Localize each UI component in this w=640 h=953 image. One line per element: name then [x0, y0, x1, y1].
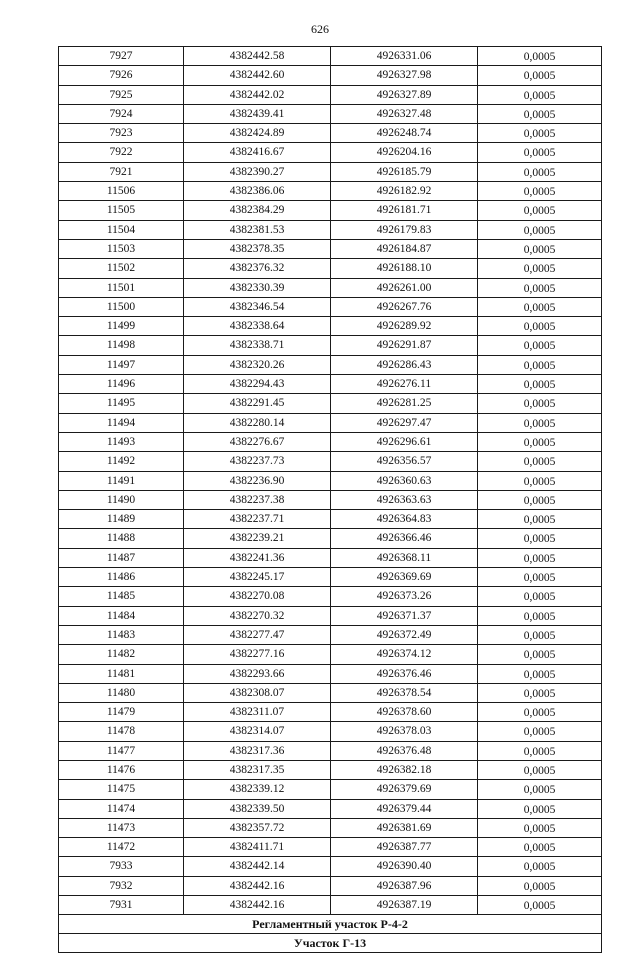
- table-row: [59, 162, 602, 181]
- x-coordinate-cell: 4382411.71: [184, 838, 331, 857]
- precision-cell: 0,0005: [478, 529, 602, 548]
- precision-cell: 0,0005: [478, 162, 602, 181]
- precision-cell: 0,0005: [478, 606, 602, 625]
- table-row: [59, 394, 602, 413]
- point-number-cell: 7923: [59, 124, 184, 143]
- point-number-cell: 11477: [59, 741, 184, 760]
- table-row: [59, 413, 602, 432]
- point-number-cell: 11481: [59, 664, 184, 683]
- y-coordinate-cell: 4926376.46: [331, 664, 478, 683]
- table-row: [59, 490, 602, 509]
- y-coordinate-cell: 4926368.11: [331, 548, 478, 567]
- table-row: [59, 568, 602, 587]
- x-coordinate-cell: 4382311.07: [184, 703, 331, 722]
- point-number-cell: 7926: [59, 66, 184, 85]
- y-coordinate-cell: 4926372.49: [331, 625, 478, 644]
- y-coordinate-cell: 4926376.48: [331, 741, 478, 760]
- y-coordinate-cell: 4926297.47: [331, 413, 478, 432]
- coordinates-table: [58, 46, 602, 953]
- point-number-cell: 11487: [59, 548, 184, 567]
- table-row: [59, 625, 602, 644]
- y-coordinate-cell: 4926378.60: [331, 703, 478, 722]
- precision-cell: 0,0005: [478, 645, 602, 664]
- table-row: [59, 510, 602, 529]
- x-coordinate-cell: 4382424.89: [184, 124, 331, 143]
- point-number-cell: 11482: [59, 645, 184, 664]
- x-coordinate-cell: 4382357.72: [184, 818, 331, 837]
- point-number-cell: 7933: [59, 857, 184, 876]
- y-coordinate-cell: 4926327.48: [331, 104, 478, 123]
- section-title: Регламентный участок Р-4-2: [59, 915, 602, 934]
- precision-cell: 0,0005: [478, 896, 602, 915]
- precision-cell: 0,0005: [478, 182, 602, 201]
- y-coordinate-cell: 4926179.83: [331, 220, 478, 239]
- point-number-cell: 11490: [59, 490, 184, 509]
- point-number-cell: 11475: [59, 780, 184, 799]
- precision-cell: 0,0005: [478, 818, 602, 837]
- table-row: [59, 587, 602, 606]
- y-coordinate-cell: 4926373.26: [331, 587, 478, 606]
- table-row: [59, 703, 602, 722]
- x-coordinate-cell: 4382270.32: [184, 606, 331, 625]
- point-number-cell: 11484: [59, 606, 184, 625]
- precision-cell: 0,0005: [478, 568, 602, 587]
- x-coordinate-cell: 4382416.67: [184, 143, 331, 162]
- x-coordinate-cell: 4382442.14: [184, 857, 331, 876]
- x-coordinate-cell: 4382384.29: [184, 201, 331, 220]
- x-coordinate-cell: 4382381.53: [184, 220, 331, 239]
- table-row: [59, 297, 602, 316]
- table-row: [59, 182, 602, 201]
- x-coordinate-cell: 4382320.26: [184, 355, 331, 374]
- section-headings: [59, 915, 602, 953]
- x-coordinate-cell: 4382293.66: [184, 664, 331, 683]
- precision-cell: 0,0005: [478, 104, 602, 123]
- table-row: [59, 876, 602, 895]
- precision-cell: 0,0005: [478, 703, 602, 722]
- table-row: [59, 201, 602, 220]
- x-coordinate-cell: 4382442.58: [184, 47, 331, 66]
- table-row: [59, 375, 602, 394]
- precision-cell: 0,0005: [478, 799, 602, 818]
- x-coordinate-cell: 4382237.38: [184, 490, 331, 509]
- point-number-cell: 11499: [59, 317, 184, 336]
- y-coordinate-cell: 4926188.10: [331, 259, 478, 278]
- x-coordinate-cell: 4382442.60: [184, 66, 331, 85]
- section-row: [59, 915, 602, 934]
- y-coordinate-cell: 4926390.40: [331, 857, 478, 876]
- y-coordinate-cell: 4926371.37: [331, 606, 478, 625]
- point-number-cell: 11489: [59, 510, 184, 529]
- precision-cell: 0,0005: [478, 124, 602, 143]
- table-row: [59, 124, 602, 143]
- y-coordinate-cell: 4926379.69: [331, 780, 478, 799]
- table-row: [59, 780, 602, 799]
- y-coordinate-cell: 4926379.44: [331, 799, 478, 818]
- point-number-cell: 11473: [59, 818, 184, 837]
- point-number-cell: 11497: [59, 355, 184, 374]
- x-coordinate-cell: 4382245.17: [184, 568, 331, 587]
- point-number-cell: 11501: [59, 278, 184, 297]
- y-coordinate-cell: 4926356.57: [331, 452, 478, 471]
- y-coordinate-cell: 4926291.87: [331, 336, 478, 355]
- table-row: [59, 606, 602, 625]
- table-row: [59, 66, 602, 85]
- table-row: [59, 239, 602, 258]
- table-row: [59, 799, 602, 818]
- point-number-cell: 7925: [59, 85, 184, 104]
- point-number-cell: 11500: [59, 297, 184, 316]
- point-number-cell: 11496: [59, 375, 184, 394]
- y-coordinate-cell: 4926248.74: [331, 124, 478, 143]
- precision-cell: 0,0005: [478, 317, 602, 336]
- point-number-cell: 7921: [59, 162, 184, 181]
- table-row: [59, 85, 602, 104]
- precision-cell: 0,0005: [478, 490, 602, 509]
- y-coordinate-cell: 4926281.25: [331, 394, 478, 413]
- table-row: [59, 760, 602, 779]
- table-row: [59, 317, 602, 336]
- precision-cell: 0,0005: [478, 876, 602, 895]
- precision-cell: 0,0005: [478, 625, 602, 644]
- x-coordinate-cell: 4382237.71: [184, 510, 331, 529]
- y-coordinate-cell: 4926378.03: [331, 722, 478, 741]
- y-coordinate-cell: 4926369.69: [331, 568, 478, 587]
- point-number-cell: 11498: [59, 336, 184, 355]
- y-coordinate-cell: 4926387.96: [331, 876, 478, 895]
- precision-cell: 0,0005: [478, 47, 602, 66]
- table-row: [59, 857, 602, 876]
- point-number-cell: 11495: [59, 394, 184, 413]
- x-coordinate-cell: 4382339.50: [184, 799, 331, 818]
- point-number-cell: 11486: [59, 568, 184, 587]
- x-coordinate-cell: 4382439.41: [184, 104, 331, 123]
- precision-cell: 0,0005: [478, 239, 602, 258]
- point-number-cell: 11505: [59, 201, 184, 220]
- precision-cell: 0,0005: [478, 336, 602, 355]
- table-row: [59, 143, 602, 162]
- x-coordinate-cell: 4382442.16: [184, 876, 331, 895]
- x-coordinate-cell: 4382291.45: [184, 394, 331, 413]
- x-coordinate-cell: 4382308.07: [184, 683, 331, 702]
- point-number-cell: 11492: [59, 452, 184, 471]
- point-number-cell: 11491: [59, 471, 184, 490]
- precision-cell: 0,0005: [478, 664, 602, 683]
- table-row: [59, 259, 602, 278]
- y-coordinate-cell: 4926327.89: [331, 85, 478, 104]
- table-row: [59, 683, 602, 702]
- point-number-cell: 11506: [59, 182, 184, 201]
- x-coordinate-cell: 4382236.90: [184, 471, 331, 490]
- precision-cell: 0,0005: [478, 220, 602, 239]
- precision-cell: 0,0005: [478, 413, 602, 432]
- point-number-cell: 11480: [59, 683, 184, 702]
- y-coordinate-cell: 4926331.06: [331, 47, 478, 66]
- point-number-cell: 11503: [59, 239, 184, 258]
- x-coordinate-cell: 4382276.67: [184, 432, 331, 451]
- y-coordinate-cell: 4926387.77: [331, 838, 478, 857]
- coordinates-table-container: [58, 46, 601, 953]
- precision-cell: 0,0005: [478, 297, 602, 316]
- x-coordinate-cell: 4382239.21: [184, 529, 331, 548]
- precision-cell: 0,0005: [478, 259, 602, 278]
- x-coordinate-cell: 4382317.35: [184, 760, 331, 779]
- y-coordinate-cell: 4926181.71: [331, 201, 478, 220]
- precision-cell: 0,0005: [478, 510, 602, 529]
- y-coordinate-cell: 4926378.54: [331, 683, 478, 702]
- table-row: [59, 336, 602, 355]
- table-row: [59, 432, 602, 451]
- x-coordinate-cell: 4382280.14: [184, 413, 331, 432]
- table-row: [59, 548, 602, 567]
- y-coordinate-cell: 4926387.19: [331, 896, 478, 915]
- point-number-cell: 11494: [59, 413, 184, 432]
- y-coordinate-cell: 4926184.87: [331, 239, 478, 258]
- precision-cell: 0,0005: [478, 471, 602, 490]
- precision-cell: 0,0005: [478, 760, 602, 779]
- precision-cell: 0,0005: [478, 722, 602, 741]
- point-number-cell: 11479: [59, 703, 184, 722]
- table-row: [59, 220, 602, 239]
- x-coordinate-cell: 4382237.73: [184, 452, 331, 471]
- table-row: [59, 818, 602, 837]
- point-number-cell: 7922: [59, 143, 184, 162]
- x-coordinate-cell: 4382346.54: [184, 297, 331, 316]
- precision-cell: 0,0005: [478, 741, 602, 760]
- x-coordinate-cell: 4382338.64: [184, 317, 331, 336]
- point-number-cell: 11474: [59, 799, 184, 818]
- point-number-cell: 11483: [59, 625, 184, 644]
- subsection-title: Участок Г-13: [59, 934, 602, 953]
- x-coordinate-cell: 4382390.27: [184, 162, 331, 181]
- table-row: [59, 278, 602, 297]
- point-number-cell: 7927: [59, 47, 184, 66]
- coordinates-table-body: [59, 47, 602, 915]
- x-coordinate-cell: 4382386.06: [184, 182, 331, 201]
- y-coordinate-cell: 4926374.12: [331, 645, 478, 664]
- precision-cell: 0,0005: [478, 278, 602, 297]
- table-row: [59, 664, 602, 683]
- table-row: [59, 529, 602, 548]
- x-coordinate-cell: 4382314.07: [184, 722, 331, 741]
- table-row: [59, 722, 602, 741]
- precision-cell: 0,0005: [478, 857, 602, 876]
- page-number: 626: [311, 22, 329, 36]
- point-number-cell: 11485: [59, 587, 184, 606]
- x-coordinate-cell: 4382442.16: [184, 896, 331, 915]
- table-row: [59, 452, 602, 471]
- table-row: [59, 896, 602, 915]
- y-coordinate-cell: 4926382.18: [331, 760, 478, 779]
- precision-cell: 0,0005: [478, 355, 602, 374]
- x-coordinate-cell: 4382442.02: [184, 85, 331, 104]
- precision-cell: 0,0005: [478, 548, 602, 567]
- precision-cell: 0,0005: [478, 375, 602, 394]
- point-number-cell: 7931: [59, 896, 184, 915]
- precision-cell: 0,0005: [478, 780, 602, 799]
- y-coordinate-cell: 4926364.83: [331, 510, 478, 529]
- point-number-cell: 11493: [59, 432, 184, 451]
- x-coordinate-cell: 4382330.39: [184, 278, 331, 297]
- x-coordinate-cell: 4382277.16: [184, 645, 331, 664]
- y-coordinate-cell: 4926267.76: [331, 297, 478, 316]
- precision-cell: 0,0005: [478, 394, 602, 413]
- point-number-cell: 7924: [59, 104, 184, 123]
- table-row: [59, 741, 602, 760]
- y-coordinate-cell: 4926363.63: [331, 490, 478, 509]
- precision-cell: 0,0005: [478, 432, 602, 451]
- point-number-cell: 11478: [59, 722, 184, 741]
- y-coordinate-cell: 4926276.11: [331, 375, 478, 394]
- precision-cell: 0,0005: [478, 143, 602, 162]
- y-coordinate-cell: 4926261.00: [331, 278, 478, 297]
- y-coordinate-cell: 4926289.92: [331, 317, 478, 336]
- point-number-cell: 7932: [59, 876, 184, 895]
- table-row: [59, 355, 602, 374]
- precision-cell: 0,0005: [478, 452, 602, 471]
- y-coordinate-cell: 4926327.98: [331, 66, 478, 85]
- point-number-cell: 11476: [59, 760, 184, 779]
- table-row: [59, 104, 602, 123]
- y-coordinate-cell: 4926204.16: [331, 143, 478, 162]
- x-coordinate-cell: 4382294.43: [184, 375, 331, 394]
- subsection-row: [59, 934, 602, 953]
- precision-cell: 0,0005: [478, 587, 602, 606]
- x-coordinate-cell: 4382338.71: [184, 336, 331, 355]
- y-coordinate-cell: 4926286.43: [331, 355, 478, 374]
- y-coordinate-cell: 4926296.61: [331, 432, 478, 451]
- table-row: [59, 838, 602, 857]
- x-coordinate-cell: 4382339.12: [184, 780, 331, 799]
- x-coordinate-cell: 4382241.36: [184, 548, 331, 567]
- precision-cell: 0,0005: [478, 201, 602, 220]
- point-number-cell: 11488: [59, 529, 184, 548]
- point-number-cell: 11502: [59, 259, 184, 278]
- table-row: [59, 645, 602, 664]
- y-coordinate-cell: 4926366.46: [331, 529, 478, 548]
- precision-cell: 0,0005: [478, 838, 602, 857]
- y-coordinate-cell: 4926360.63: [331, 471, 478, 490]
- y-coordinate-cell: 4926182.92: [331, 182, 478, 201]
- table-row: [59, 471, 602, 490]
- x-coordinate-cell: 4382270.08: [184, 587, 331, 606]
- precision-cell: 0,0005: [478, 66, 602, 85]
- y-coordinate-cell: 4926185.79: [331, 162, 478, 181]
- precision-cell: 0,0005: [478, 683, 602, 702]
- y-coordinate-cell: 4926381.69: [331, 818, 478, 837]
- x-coordinate-cell: 4382376.32: [184, 259, 331, 278]
- precision-cell: 0,0005: [478, 85, 602, 104]
- point-number-cell: 11504: [59, 220, 184, 239]
- x-coordinate-cell: 4382317.36: [184, 741, 331, 760]
- x-coordinate-cell: 4382378.35: [184, 239, 331, 258]
- x-coordinate-cell: 4382277.47: [184, 625, 331, 644]
- table-row: [59, 47, 602, 66]
- point-number-cell: 11472: [59, 838, 184, 857]
